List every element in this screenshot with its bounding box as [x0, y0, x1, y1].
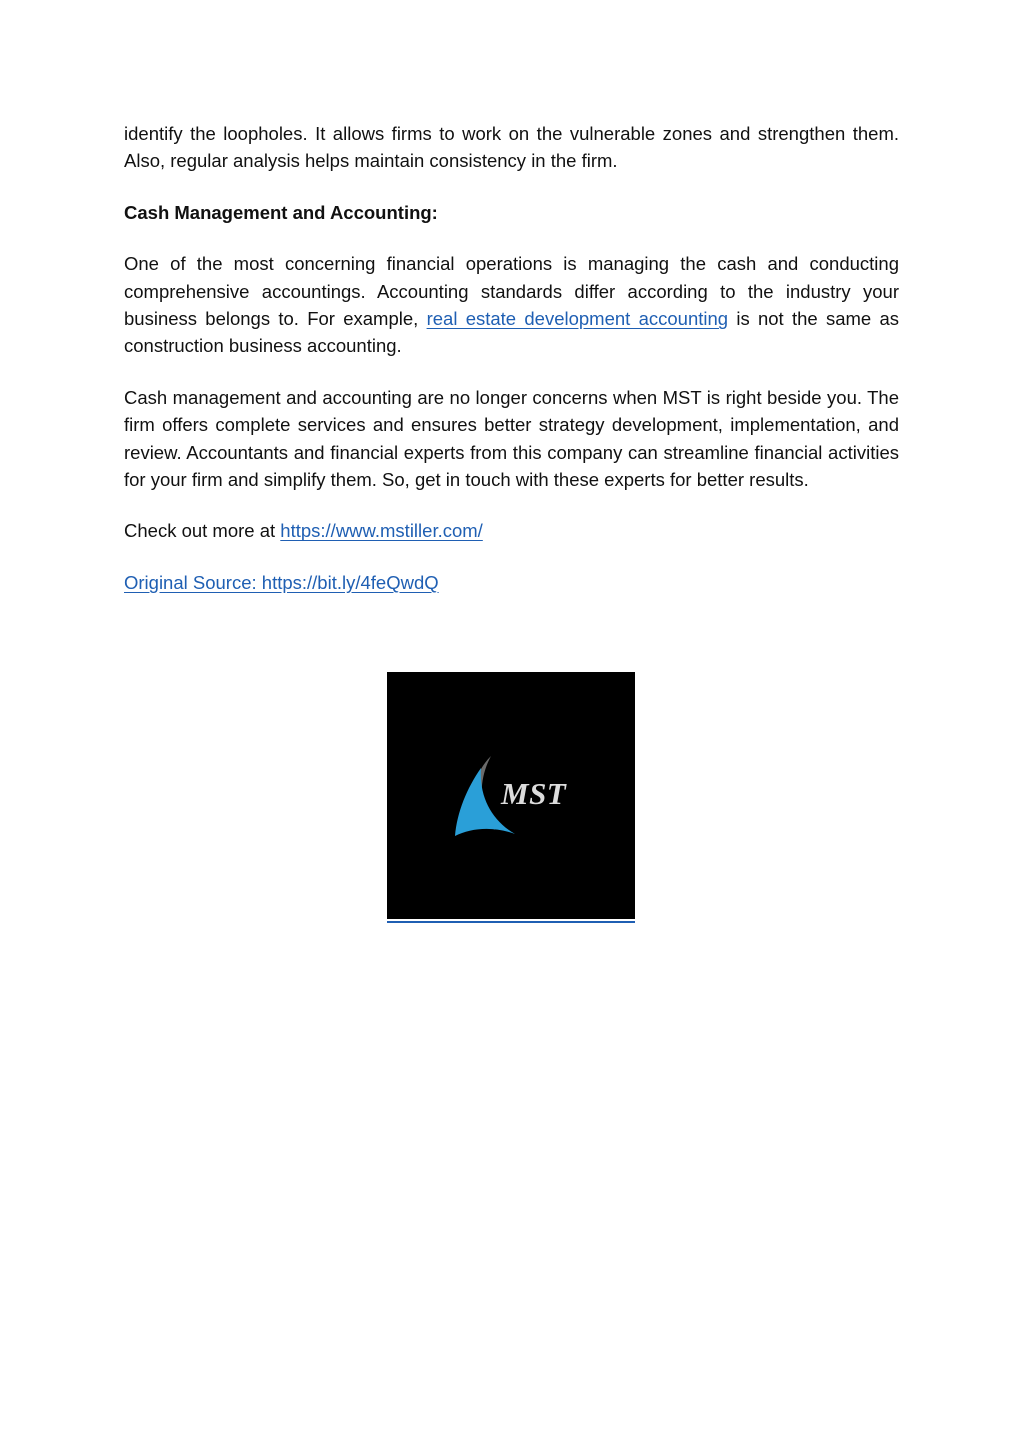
source-line: [124, 569, 899, 596]
cash-management-paragraph: Cash management and accounting are no longer concerns when MST is right beside you. The firm offers complete services and ensures better strategy development, implementation, and review. Accountants and financial experts from this company can streamline financial activities for your firm and simplify them. So, get in touch with these experts for better results.: [124, 386, 899, 491]
accounting-text-start: One of the most concerning financial operations is managing the cash and conducting comprehensive accountings. Accounting standards differ according to the industry your business belongs to. For example,: [124, 253, 899, 330]
mst-logo-image[interactable]: [387, 672, 635, 924]
check-out-line: [124, 517, 899, 544]
section-heading: Cash Management and Accounting:: [124, 201, 438, 223]
accounting-paragraph: [124, 250, 899, 360]
check-out-label: Check out more at: [124, 520, 281, 542]
logo-background: [387, 672, 635, 919]
website-link[interactable]: https://www.mstiller.com/: [280, 520, 483, 542]
logo-link-underline: [387, 921, 635, 923]
logo-wordmark: MST: [501, 776, 567, 811]
document-body: [124, 120, 899, 620]
accounting-text-end: is not the same as construction business accounting.: [124, 308, 899, 357]
original-source-link[interactable]: Original Source: https://bit.ly/4feQwdQ: [124, 571, 439, 593]
intro-paragraph: identify the loopholes. It allows firms to work on the vulnerable zones and strengthen them. Also, regular analysis helps maintain consistency in the firm.: [124, 123, 899, 172]
real-estate-accounting-link[interactable]: real estate development accounting: [426, 308, 729, 330]
